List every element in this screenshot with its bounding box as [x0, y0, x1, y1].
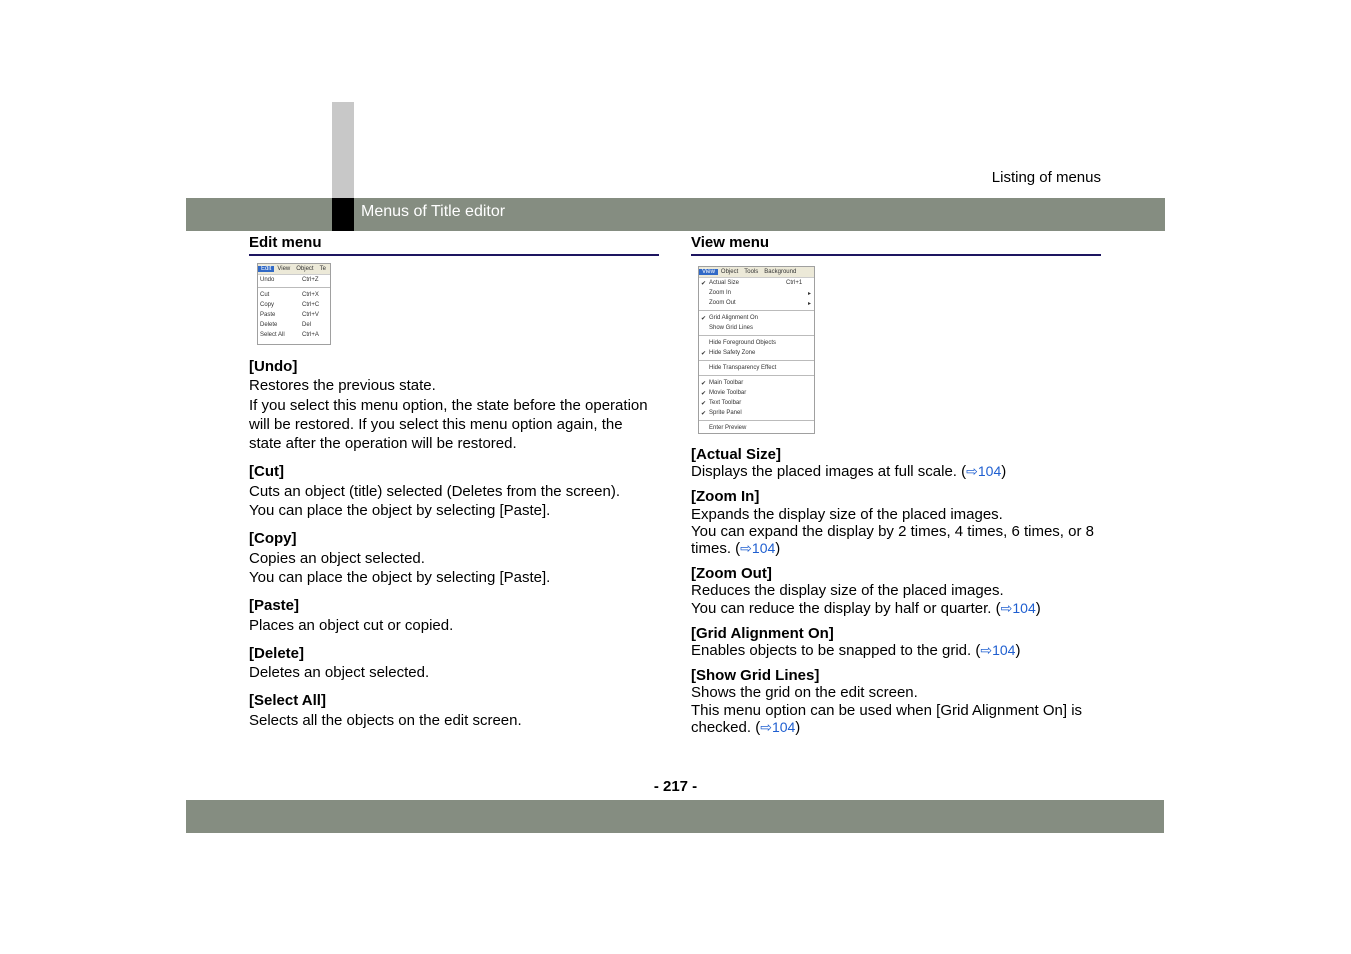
header-tab-decoration [332, 102, 354, 198]
menu-item-label: Main Toolbar [709, 380, 744, 386]
view-menu-heading: View menu [691, 234, 1101, 256]
entry-text: You can place the object by selecting [Paste]. [249, 502, 551, 520]
entry-title: [Zoom Out] [691, 565, 772, 583]
menu-item-label: Cut [260, 292, 270, 298]
entry-cut [249, 462, 659, 520]
entry-text: Expands the display size of the placed images. [691, 505, 1003, 523]
entry-text [691, 523, 1101, 557]
menubar-item: Background [764, 269, 797, 275]
menu-item [699, 423, 814, 433]
menu-separator [699, 375, 814, 376]
menu-item-label: Enter Preview [709, 425, 747, 431]
close-paren: ) [1001, 463, 1007, 481]
entry-undo [249, 357, 659, 453]
entry-select-all [249, 691, 659, 730]
entry-text-body: This menu option can be used when [Grid Alignment On] is checked. ( [691, 701, 1083, 736]
reference-page: 104 [1012, 599, 1036, 616]
edit-menu-column [249, 234, 659, 730]
entry-zoom-out [691, 565, 1101, 617]
close-paren: ) [795, 718, 801, 736]
title-bar-marker [332, 198, 354, 231]
entry-title: [Zoom In] [691, 488, 760, 506]
check-icon: ✔ [701, 400, 707, 407]
close-paren: ) [775, 540, 781, 558]
section-label: Listing of menus [991, 169, 1101, 186]
menu-item-label: Text Toolbar [709, 400, 742, 406]
entry-title: [Delete] [249, 644, 305, 662]
menu-item-label: Grid Alignment On [709, 315, 759, 321]
menu-item-label: Actual Size [709, 280, 740, 286]
reference-page: 104 [992, 642, 1016, 659]
entry-text: Copies an object selected. [249, 549, 425, 567]
menu-separator [699, 420, 814, 421]
menu-item-label: Hide Transparency Effect [709, 365, 777, 371]
entry-title: [Select All] [249, 692, 326, 710]
menu-item [699, 288, 814, 298]
footer-bar [186, 800, 1164, 833]
entry-title: [Show Grid Lines] [691, 667, 820, 685]
menubar-item: Object [720, 269, 739, 275]
menu-item [699, 363, 814, 373]
menu-item-label: Copy [260, 302, 275, 308]
menu-item-label: Sprite Panel [709, 410, 742, 416]
view-menu-screenshot [698, 266, 815, 434]
entry-text-body: Displays the placed images at full scale. ( [691, 463, 967, 481]
check-icon: ✔ [701, 390, 707, 397]
arrow-right-icon: ⇨ [1000, 599, 1013, 616]
entry-title: [Grid Alignment On] [691, 624, 834, 642]
menu-item [699, 378, 814, 388]
entry-title: [Undo] [249, 358, 298, 375]
page-number: - 217 - [653, 778, 698, 795]
menu-item-label: Movie Toolbar [709, 390, 747, 396]
entry-text: Shows the grid on the edit screen. [691, 684, 918, 702]
menubar-item: Tools [744, 269, 759, 275]
edit-menu-screenshot-menubar [258, 264, 330, 275]
check-icon: ✔ [701, 380, 707, 387]
entry-title: [Cut] [249, 463, 284, 481]
menu-item [699, 338, 814, 348]
reference-page: 104 [977, 463, 1002, 480]
page-reference-link[interactable] [1001, 600, 1036, 616]
menu-item-label: Hide Foreground Objects [709, 340, 777, 346]
page-reference-link[interactable] [740, 540, 775, 556]
menu-item-label: Show Grid Lines [709, 325, 754, 331]
entry-text: Restores the previous state. [249, 377, 436, 395]
entry-delete [249, 644, 659, 683]
menu-item-shortcut: Del [302, 322, 312, 328]
menu-item [699, 323, 814, 333]
menu-item [699, 388, 814, 398]
view-menu-column [691, 234, 1101, 736]
entry-title: [Actual Size] [691, 446, 782, 463]
submenu-arrow-icon: ▸ [807, 300, 811, 307]
page-title: Menus of Title editor [361, 203, 506, 220]
menu-item-label: Undo [260, 277, 275, 283]
check-icon: ✔ [701, 280, 707, 287]
close-paren: ) [1035, 599, 1041, 617]
reference-page: 104 [771, 718, 796, 735]
page-reference-link[interactable] [760, 719, 795, 735]
menu-item-label: Select All [260, 332, 285, 338]
menu-item-label: Delete [260, 322, 278, 328]
entry-text-body: You can reduce the display by half or quarter. ( [691, 599, 1001, 617]
reference-page: 104 [751, 540, 776, 557]
menu-separator [699, 335, 814, 336]
arrow-right-icon: ⇨ [740, 540, 752, 557]
menu-item-shortcut: Ctrl+C [302, 302, 320, 308]
menu-item-shortcut: Ctrl+V [302, 312, 319, 318]
menu-item-label: Zoom Out [709, 300, 736, 306]
menubar-item: Object [296, 266, 314, 272]
menu-item [699, 348, 814, 358]
menu-separator [699, 310, 814, 311]
menu-item-shortcut: Ctrl+X [302, 292, 319, 298]
check-icon: ✔ [701, 315, 707, 322]
entry-actual-size [691, 446, 1101, 480]
menu-item [258, 290, 330, 300]
menu-item-shortcut: Ctrl+1 [786, 280, 803, 286]
entry-text: If you select this menu option, the state before the operation will be restored. If you select this menu option again, the state after the operation will be restored. [249, 396, 648, 453]
view-menu-screenshot-menubar [699, 267, 814, 278]
menu-item-label: Zoom In [709, 290, 732, 296]
menu-item [699, 278, 814, 288]
entry-title: [Copy] [249, 530, 297, 548]
entry-text: Deletes an object selected. [249, 664, 430, 682]
menu-item-shortcut: Ctrl+A [302, 332, 319, 338]
entry-text: Cuts an object (title) selected (Deletes from the screen). [249, 482, 620, 500]
entry-grid-alignment-on [691, 625, 1101, 659]
entry-copy [249, 529, 659, 587]
entry-text [691, 463, 1101, 480]
arrow-right-icon: ⇨ [980, 642, 993, 659]
entry-text: You can place the object by selecting [Paste]. [249, 568, 551, 586]
entry-text [691, 642, 1101, 659]
entry-text-body: You can expand the display by 2 times, 4 times, 6 times, or 8 times. ( [691, 522, 1094, 558]
arrow-right-icon: ⇨ [760, 718, 772, 735]
menubar-item: Te [319, 266, 326, 272]
menu-item [699, 313, 814, 323]
arrow-right-icon: ⇨ [966, 463, 978, 480]
entry-text [691, 600, 1101, 617]
menu-item [258, 300, 330, 310]
check-icon: ✔ [701, 410, 707, 417]
check-icon: ✔ [701, 350, 707, 357]
menu-separator [699, 360, 814, 361]
submenu-arrow-icon: ▸ [807, 290, 811, 297]
edit-menu-heading: Edit menu [249, 234, 659, 256]
menu-item [258, 275, 330, 285]
edit-menu-screenshot [257, 263, 331, 345]
menubar-item: View [277, 266, 291, 272]
menubar-item: View [699, 269, 718, 275]
menu-item [258, 330, 330, 340]
menu-item [699, 398, 814, 408]
entry-text: Places an object cut or copied. [249, 616, 454, 634]
menu-item-label: Hide Safety Zone [709, 350, 756, 356]
close-paren: ) [1015, 642, 1021, 660]
menu-item [258, 320, 330, 330]
entry-paste [249, 596, 659, 635]
menu-separator [258, 287, 330, 288]
menu-item [699, 298, 814, 308]
page-reference-link[interactable] [966, 463, 1001, 479]
entry-text [691, 702, 1101, 736]
menu-item-shortcut: Ctrl+Z [302, 277, 319, 283]
menu-item-label: Paste [260, 312, 276, 318]
page-reference-link[interactable] [980, 642, 1015, 658]
menubar-item: Edit [258, 266, 274, 272]
entry-show-grid-lines [691, 667, 1101, 736]
entry-text: Selects all the objects on the edit screen. [249, 711, 522, 729]
entry-title: [Paste] [249, 597, 300, 615]
menu-item [258, 310, 330, 320]
entry-zoom-in [691, 488, 1101, 557]
entry-text-body: Enables objects to be snapped to the grid. ( [691, 642, 981, 660]
menu-item [699, 408, 814, 418]
entry-text: Reduces the display size of the placed images. [691, 582, 1004, 600]
